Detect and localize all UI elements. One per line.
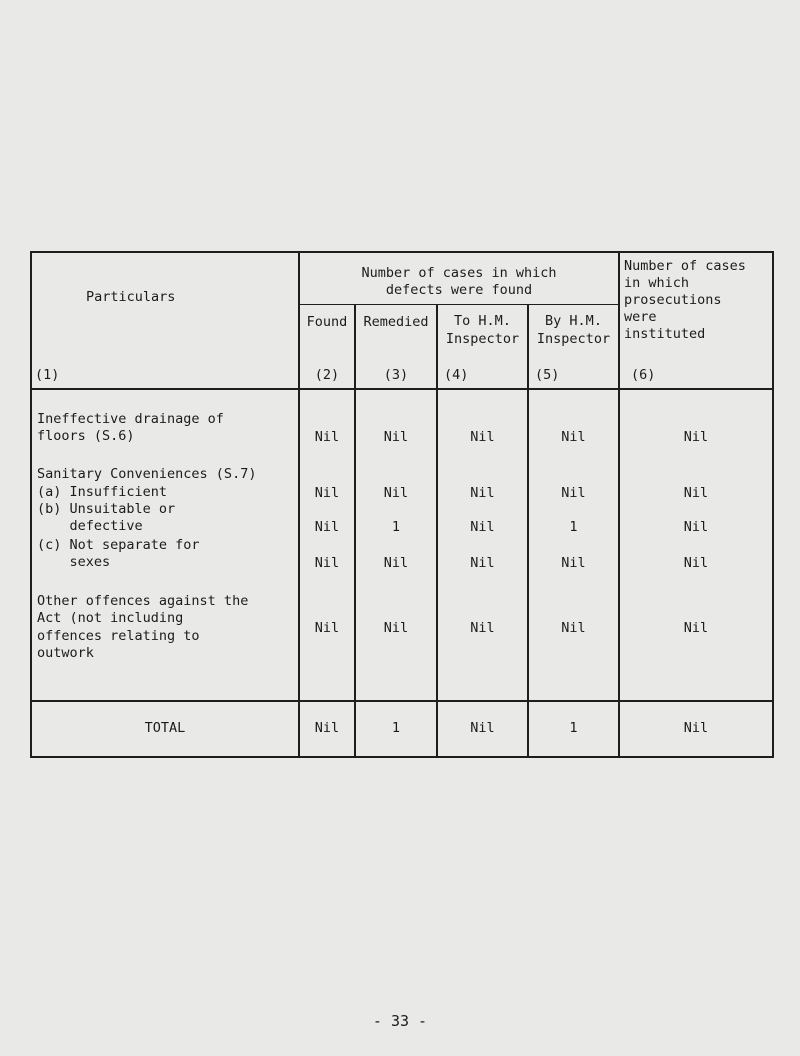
row-other-to-hm: Nil [470, 620, 495, 636]
header-to-hm-line1: To H.M. [454, 313, 511, 329]
header-prosecutions-line1: Number of cases [624, 258, 746, 274]
row-other-label-line1: Other offences against the [37, 593, 249, 609]
header-to-hm-line2: Inspector [445, 331, 520, 347]
total-by-hm: 1 [569, 720, 578, 736]
header-col3-number: (3) [383, 367, 409, 383]
header-found: Found [306, 314, 348, 330]
row-other-label-line4: outwork [37, 645, 94, 661]
row-other-by-hm: Nil [561, 620, 586, 636]
row-drainage-label-line1: Ineffective drainage of [37, 411, 224, 427]
header-col6-number: (6) [631, 367, 656, 383]
row-c-found: Nil [314, 555, 340, 571]
header-by-hm-line2: Inspector [536, 331, 611, 347]
row-c-by-hm: Nil [561, 555, 586, 571]
row-a-remedied: Nil [383, 485, 409, 501]
page-number: - 33 - [372, 1012, 428, 1030]
total-prosecutions: Nil [683, 720, 709, 736]
row-drainage-to-hm: Nil [470, 429, 495, 445]
row-c-prosecutions: Nil [683, 555, 709, 571]
header-col5-number: (5) [535, 367, 560, 383]
header-by-hm-line1: By H.M. [545, 313, 602, 329]
header-col2-number: (2) [314, 367, 340, 383]
header-bottom-border [30, 388, 774, 390]
row-other-found: Nil [314, 620, 340, 636]
row-b-remedied: 1 [391, 519, 401, 535]
total-remedied: 1 [391, 720, 401, 736]
header-group-title-line2: defects were found [385, 282, 533, 298]
row-c-label-line2: sexes [37, 554, 111, 570]
header-particulars: Particulars [86, 289, 176, 305]
row-drainage-by-hm: Nil [561, 429, 586, 445]
header-group-title-line1: Number of cases in which [361, 265, 557, 281]
table-left-border [30, 251, 32, 758]
row-c-remedied: Nil [383, 555, 409, 571]
row-drainage-found: Nil [314, 429, 340, 445]
row-b-prosecutions: Nil [683, 519, 709, 535]
total-label: TOTAL [144, 720, 186, 736]
header-remedied: Remedied [363, 314, 429, 330]
row-a-prosecutions: Nil [683, 485, 709, 501]
body-bottom-border [30, 700, 774, 702]
row-sanitary-heading: Sanitary Conveniences (S.7) [37, 466, 257, 482]
row-a-by-hm: Nil [561, 485, 586, 501]
row-b-to-hm: Nil [470, 519, 495, 535]
header-col1-number: (1) [35, 367, 60, 383]
table-top-border [30, 251, 774, 253]
group-divider [298, 304, 619, 305]
table-bottom-border [30, 756, 774, 758]
row-b-by-hm: 1 [569, 519, 578, 535]
row-drainage-remedied: Nil [383, 429, 409, 445]
header-prosecutions-line2: in which [624, 275, 690, 291]
header-prosecutions-line4: were [624, 309, 657, 325]
row-other-label-line2: Act (not including [37, 610, 184, 626]
row-other-remedied: Nil [383, 620, 409, 636]
total-to-hm: Nil [470, 720, 495, 736]
header-col4-number: (4) [444, 367, 469, 383]
row-other-label-line3: offences relating to [37, 628, 200, 644]
header-prosecutions-line5: instituted [624, 326, 706, 342]
row-b-label-line1: (b) Unsuitable or [37, 501, 176, 517]
row-a-to-hm: Nil [470, 485, 495, 501]
row-b-label-line2: defective [37, 518, 143, 534]
row-c-label-line1: (c) Not separate for [37, 537, 200, 553]
row-a-label: (a) Insufficient [37, 484, 168, 500]
header-prosecutions-line3: prosecutions [624, 292, 722, 308]
row-a-found: Nil [314, 485, 340, 501]
row-drainage-prosecutions: Nil [683, 429, 709, 445]
total-found: Nil [314, 720, 340, 736]
row-c-to-hm: Nil [470, 555, 495, 571]
table-right-border [772, 251, 774, 758]
row-b-found: Nil [314, 519, 340, 535]
row-other-prosecutions: Nil [683, 620, 709, 636]
row-drainage-label-line2: floors (S.6) [37, 428, 135, 444]
